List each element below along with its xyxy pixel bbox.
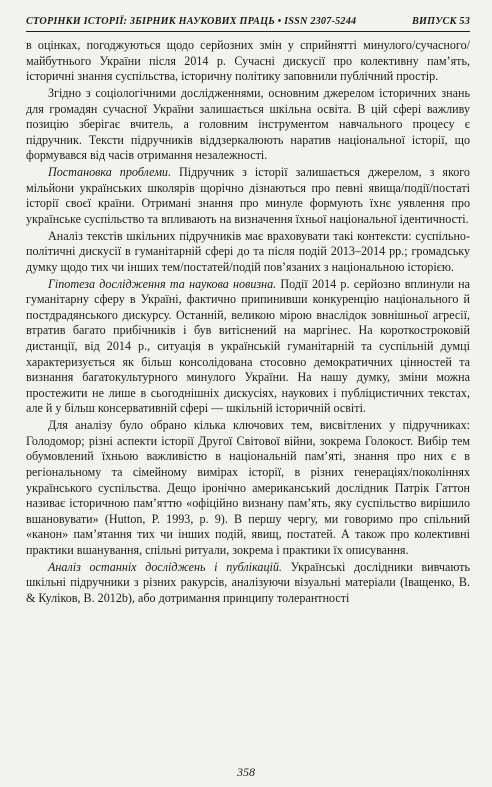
- issue-number: ВИПУСК 53: [412, 15, 470, 27]
- paragraph-text: Підручник з історії залишається джерелом, з якого мільйони українських школярів щорічно дізнаються про певні явища/події/постаті історії своєї країни. Отримані знання про минуле формують їхнє уявлення про українське суспільство та впливають на визначення їхньої національної ідентичності.: [26, 165, 470, 226]
- paragraph: [26, 560, 470, 607]
- paragraph: [26, 86, 470, 164]
- paragraph-text: Для аналізу було обрано кілька ключових тем, висвітлених у підручниках: Голодомор; різні аспекти історії Другої Світової війни, зокрема Голокост. Вибір тем обумовлений їхньою важливістю в національній пам’яті, знання про них є в регіональному та сімейному вимірах історії, в різних генераціях/поколіннях українського суспільства. Дещо іронічно американський дослідник Патрік Гаттон називає історичною пам’яттю «офіційно визнану пам’ять, яку суспільство вирішило вшановувати» (Hutton, P. 1993, p. 9). В першу чергу, ми говоримо про спільний «канон» пам’ятання тих чи інших подій, явищ, постатей. А також про колективні практики вшанування, спільні ритуали, зокрема і практики їх описування.: [26, 418, 470, 557]
- section-lead: Аналіз останніх досліджень і публікацій.: [48, 559, 282, 574]
- paragraph-text: Аналіз текстів шкільних підручників має враховувати такі контексти: суспільно-політичні дискусії в гуманітарній сфері до та після подій 2013–2014 рр.; громадську думку щодо тих чи інших тем/постатей/подій пов’язаних з національною історією.: [26, 228, 470, 274]
- article-body: [26, 38, 470, 608]
- page-number: 358: [237, 765, 255, 779]
- paragraph-text: Українські дослідники вивчають шкільні підручники з різних ракурсів, аналізуючи візуальні матеріали (Іващенко, В. & Куліков, В. 2012b), або дотримання принципу толерантності: [26, 559, 471, 605]
- paragraph: [26, 418, 470, 558]
- paragraph: [26, 277, 470, 417]
- paragraph: [26, 165, 470, 227]
- running-header: [26, 12, 470, 30]
- paragraph-text: Згідно з соціологічними дослідженнями, основним джерелом історичних знань для громадян сучасної України залишається шкільна освіта. В цій сфері важливу позицію зберігає вчитель, а головним інструментом навчального процесу є підручник. Тексти підручників віддзеркалюють наратив національної історії, що формувався від часів отримання незалежності.: [26, 85, 470, 163]
- paragraph-text: Події 2014 р. серйозно вплинули на гуманітарну сферу в Україні, фактично припинивши конкуренцію національного й постдрадянського дискурсу. Останній, великою мірою внаслідок зовнішньої агресії, втратив багато прибічників і був витіснений на маргінес. На короткостроковій дистанції, від 2014 р., ситуація в українській гуманітарній та суспільній думці характеризується як більш консолідована стосовно демократичних цінностей та визнання багатокультурного минулого України. На нашу думку, зміни можна простежити не лише в сьогоднішніх дискусіях, наукових і публіцистичних текстах, але й у більш консервативній сфері — шкільній історичній освіті.: [26, 276, 470, 416]
- section-lead: Постановка проблеми.: [48, 165, 171, 180]
- journal-title: СТОРІНКИ ІСТОРІЇ: ЗБІРНИК НАУКОВИХ ПРАЦЬ • ISSN 2307-5244: [26, 15, 357, 27]
- header-rule: [26, 31, 470, 32]
- paragraph: [26, 38, 470, 85]
- section-lead: Гіпотеза дослідження та наукова новизна.: [48, 276, 277, 291]
- paragraph: [26, 229, 470, 276]
- paragraph-text: в оцінках, погоджуються щодо серйозних змін у сприйнятті минулого/сучасного/майбутнього України після 2014 р. Сучасні дискусії про колективну пам’ять, історичні знання суспільства, історичну політику заповнили публічний простір.: [26, 38, 470, 84]
